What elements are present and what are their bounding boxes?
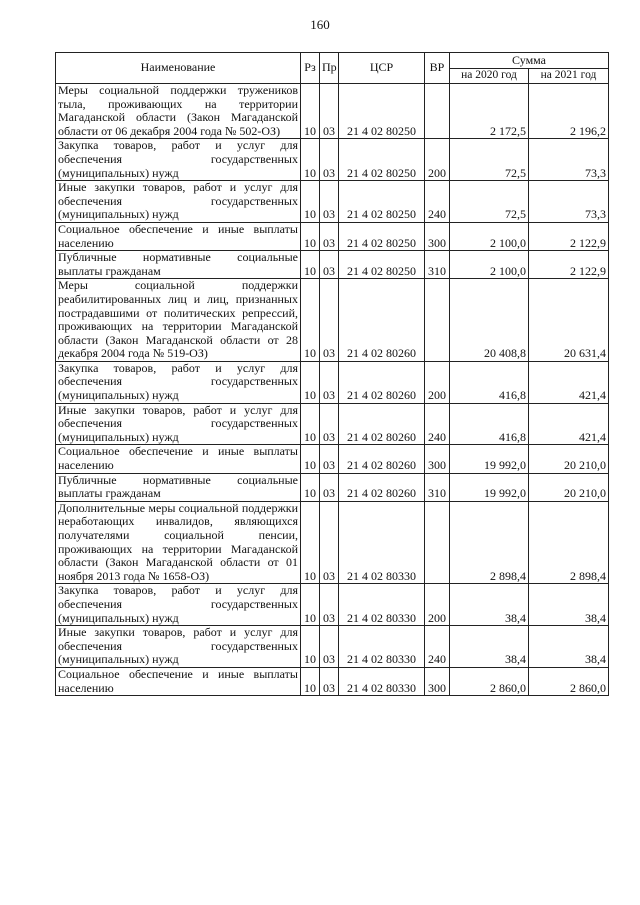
rz-cell: 10 xyxy=(301,361,320,403)
name-cell: Меры социальной поддержки тружеников тыла, проживающих на территории Магаданской области (Закон Магаданской области от 06 декабря 2004 года № 502-ОЗ) xyxy=(56,84,301,139)
csr-cell: 21 4 02 80330 xyxy=(339,667,425,695)
table-header xyxy=(56,53,609,84)
name-cell: Социальное обеспечение и иные выплаты населению xyxy=(56,222,301,250)
rz-cell: 10 xyxy=(301,626,320,668)
rz-cell: 10 xyxy=(301,139,320,181)
pr-cell: 03 xyxy=(320,361,339,403)
rz-cell: 10 xyxy=(301,473,320,501)
sum-2020-cell: 38,4 xyxy=(450,626,529,668)
name-cell: Закупка товаров, работ и услуг для обеспечения государственных (муниципальных) нужд xyxy=(56,584,301,626)
pr-cell: 03 xyxy=(320,84,339,139)
table-row xyxy=(56,626,609,668)
sum-2021-cell: 73,3 xyxy=(529,181,609,223)
csr-cell: 21 4 02 80330 xyxy=(339,626,425,668)
csr-cell: 21 4 02 80250 xyxy=(339,251,425,279)
table-row xyxy=(56,501,609,584)
vr-cell: 310 xyxy=(425,473,450,501)
vr-cell: 240 xyxy=(425,626,450,668)
pr-cell: 03 xyxy=(320,403,339,445)
header-vr: ВР xyxy=(425,53,450,84)
csr-cell: 21 4 02 80250 xyxy=(339,181,425,223)
sum-2021-cell: 2 122,9 xyxy=(529,251,609,279)
table-row xyxy=(56,403,609,445)
header-year-2021: на 2021 год xyxy=(529,69,609,84)
rz-cell: 10 xyxy=(301,222,320,250)
name-cell: Меры социальной поддержки реабилитированных лиц и лиц, признанных пострадавшими от политических репрессий, проживающих на территории Магаданской области (Закон Магаданской области от 28 декабря 2004 года № 519-ОЗ) xyxy=(56,279,301,362)
table-row xyxy=(56,222,609,250)
vr-cell: 310 xyxy=(425,251,450,279)
sum-2021-cell: 20 210,0 xyxy=(529,473,609,501)
rz-cell: 10 xyxy=(301,279,320,362)
csr-cell: 21 4 02 80250 xyxy=(339,139,425,181)
sum-2020-cell: 2 860,0 xyxy=(450,667,529,695)
pr-cell: 03 xyxy=(320,139,339,181)
pr-cell: 03 xyxy=(320,584,339,626)
rz-cell: 10 xyxy=(301,403,320,445)
table-row xyxy=(56,667,609,695)
sum-2020-cell: 20 408,8 xyxy=(450,279,529,362)
csr-cell: 21 4 02 80330 xyxy=(339,584,425,626)
sum-2021-cell: 2 898,4 xyxy=(529,501,609,584)
sum-2021-cell: 2 860,0 xyxy=(529,667,609,695)
sum-2021-cell: 421,4 xyxy=(529,403,609,445)
pr-cell: 03 xyxy=(320,279,339,362)
vr-cell: 240 xyxy=(425,181,450,223)
table-row xyxy=(56,473,609,501)
csr-cell: 21 4 02 80260 xyxy=(339,279,425,362)
name-cell: Социальное обеспечение и иные выплаты населению xyxy=(56,445,301,473)
vr-cell: 200 xyxy=(425,139,450,181)
table-row xyxy=(56,139,609,181)
pr-cell: 03 xyxy=(320,445,339,473)
csr-cell: 21 4 02 80260 xyxy=(339,403,425,445)
sum-2020-cell: 19 992,0 xyxy=(450,473,529,501)
table-row xyxy=(56,584,609,626)
sum-2021-cell: 2 196,2 xyxy=(529,84,609,139)
name-cell: Публичные нормативные социальные выплаты гражданам xyxy=(56,251,301,279)
vr-cell: 300 xyxy=(425,445,450,473)
table-row xyxy=(56,251,609,279)
vr-cell: 300 xyxy=(425,222,450,250)
name-cell: Закупка товаров, работ и услуг для обеспечения государственных (муниципальных) нужд xyxy=(56,361,301,403)
header-sum: Сумма xyxy=(450,53,609,69)
table-body xyxy=(56,84,609,696)
rz-cell: 10 xyxy=(301,501,320,584)
pr-cell: 03 xyxy=(320,181,339,223)
sum-2020-cell: 2 100,0 xyxy=(450,251,529,279)
name-cell: Иные закупки товаров, работ и услуг для обеспечения государственных (муниципальных) нужд xyxy=(56,626,301,668)
vr-cell: 300 xyxy=(425,667,450,695)
csr-cell: 21 4 02 80260 xyxy=(339,445,425,473)
table-row xyxy=(56,84,609,139)
sum-2021-cell: 73,3 xyxy=(529,139,609,181)
name-cell: Публичные нормативные социальные выплаты гражданам xyxy=(56,473,301,501)
sum-2020-cell: 416,8 xyxy=(450,361,529,403)
name-cell: Закупка товаров, работ и услуг для обеспечения государственных (муниципальных) нужд xyxy=(56,139,301,181)
csr-cell: 21 4 02 80250 xyxy=(339,84,425,139)
header-csr: ЦСР xyxy=(339,53,425,84)
csr-cell: 21 4 02 80330 xyxy=(339,501,425,584)
sum-2020-cell: 19 992,0 xyxy=(450,445,529,473)
pr-cell: 03 xyxy=(320,626,339,668)
sum-2020-cell: 2 172,5 xyxy=(450,84,529,139)
sum-2021-cell: 421,4 xyxy=(529,361,609,403)
vr-cell: 240 xyxy=(425,403,450,445)
pr-cell: 03 xyxy=(320,501,339,584)
vr-cell xyxy=(425,279,450,362)
vr-cell xyxy=(425,501,450,584)
vr-cell: 200 xyxy=(425,361,450,403)
pr-cell: 03 xyxy=(320,473,339,501)
rz-cell: 10 xyxy=(301,445,320,473)
table-row xyxy=(56,181,609,223)
budget-table xyxy=(55,52,609,696)
sum-2021-cell: 20 631,4 xyxy=(529,279,609,362)
csr-cell: 21 4 02 80260 xyxy=(339,361,425,403)
table-row xyxy=(56,361,609,403)
sum-2020-cell: 72,5 xyxy=(450,181,529,223)
name-cell: Социальное обеспечение и иные выплаты населению xyxy=(56,667,301,695)
pr-cell: 03 xyxy=(320,251,339,279)
sum-2020-cell: 72,5 xyxy=(450,139,529,181)
sum-2020-cell: 416,8 xyxy=(450,403,529,445)
header-pr: Пр xyxy=(320,53,339,84)
table-row xyxy=(56,279,609,362)
pr-cell: 03 xyxy=(320,222,339,250)
rz-cell: 10 xyxy=(301,84,320,139)
header-year-2020: на 2020 год xyxy=(450,69,529,84)
sum-2021-cell: 2 122,9 xyxy=(529,222,609,250)
vr-cell xyxy=(425,84,450,139)
name-cell: Иные закупки товаров, работ и услуг для обеспечения государственных (муниципальных) нужд xyxy=(56,181,301,223)
sum-2020-cell: 2 100,0 xyxy=(450,222,529,250)
sum-2020-cell: 2 898,4 xyxy=(450,501,529,584)
sum-2021-cell: 38,4 xyxy=(529,584,609,626)
sum-2021-cell: 20 210,0 xyxy=(529,445,609,473)
rz-cell: 10 xyxy=(301,181,320,223)
table-row xyxy=(56,445,609,473)
csr-cell: 21 4 02 80250 xyxy=(339,222,425,250)
sum-2020-cell: 38,4 xyxy=(450,584,529,626)
csr-cell: 21 4 02 80260 xyxy=(339,473,425,501)
pr-cell: 03 xyxy=(320,667,339,695)
name-cell: Дополнительные меры социальной поддержки неработающих инвалидов, являющихся получателями социальной пенсии, проживающих на территории Магаданской области (Закон Магаданской области от 01 ноября 2013 года № 1658-ОЗ) xyxy=(56,501,301,584)
header-name: Наименование xyxy=(56,53,301,84)
vr-cell: 200 xyxy=(425,584,450,626)
header-rz: Рз xyxy=(301,53,320,84)
rz-cell: 10 xyxy=(301,584,320,626)
rz-cell: 10 xyxy=(301,667,320,695)
name-cell: Иные закупки товаров, работ и услуг для обеспечения государственных (муниципальных) нужд xyxy=(56,403,301,445)
page-number: 160 xyxy=(310,17,330,32)
sum-2021-cell: 38,4 xyxy=(529,626,609,668)
rz-cell: 10 xyxy=(301,251,320,279)
